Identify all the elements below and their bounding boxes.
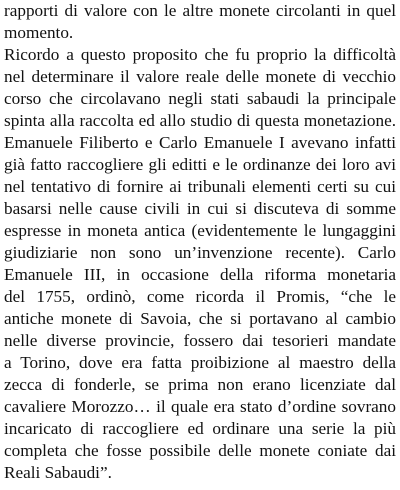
text-line: Ricordo a questo proposito che fu proprio la difficoltà (4, 45, 396, 64)
text-line: già fatto raccogliere gli editti e le ordinanze dei loro avi (4, 155, 396, 174)
text-line: rapporti di valore con le altre monete circolanti in quel (4, 1, 396, 20)
text-line: spinta alla raccolta ed allo studio di questa monetazione. (4, 111, 396, 130)
text-line: nelle diverse provincie, fossero dai tesorieri mandate (4, 331, 396, 350)
text-line: antiche monete di Savoia, che si portavano al cambio (4, 309, 396, 328)
text-line: del 1755, ordinò, come ricorda il Promis, “che le (4, 287, 396, 306)
text-line: nel determinare il valore reale delle monete di vecchio (4, 67, 396, 86)
document-page (4, 0, 396, 490)
text-line: incaricato di raccogliere ed ordinare una serie la più (4, 419, 396, 438)
text-line: basarsi nelle cause civili in cui si discuteva di somme (4, 199, 396, 218)
text-line: Emanuele Filiberto e Carlo Emanuele I avevano infatti (4, 133, 396, 152)
text-line: nel tentativo di fornire ai tribunali elementi certi su cui (4, 177, 396, 196)
text-line: corso che circolavano negli stati sabaudi la principale (4, 89, 396, 108)
text-line: Emanuele III, in occasione della riforma monetaria (4, 265, 396, 284)
text-line: espresse in moneta antica (evidentemente le lungaggini (4, 221, 396, 240)
text-line: giudiziarie non sono un’invenzione recente). Carlo (4, 243, 396, 262)
text-line: cavaliere Morozzo… il quale era stato d’ordine sovrano (4, 397, 396, 416)
text-line: a Torino, dove era fatta proibizione al maestro della (4, 353, 396, 372)
text-line: momento. (4, 23, 74, 42)
text-line: Reali Sabaudi”. (4, 463, 112, 482)
text-line: zecca di fonderle, se prima non erano licenziate dal (4, 375, 396, 394)
text-line: completa che fosse possibile delle monete coniate dai (4, 441, 396, 460)
